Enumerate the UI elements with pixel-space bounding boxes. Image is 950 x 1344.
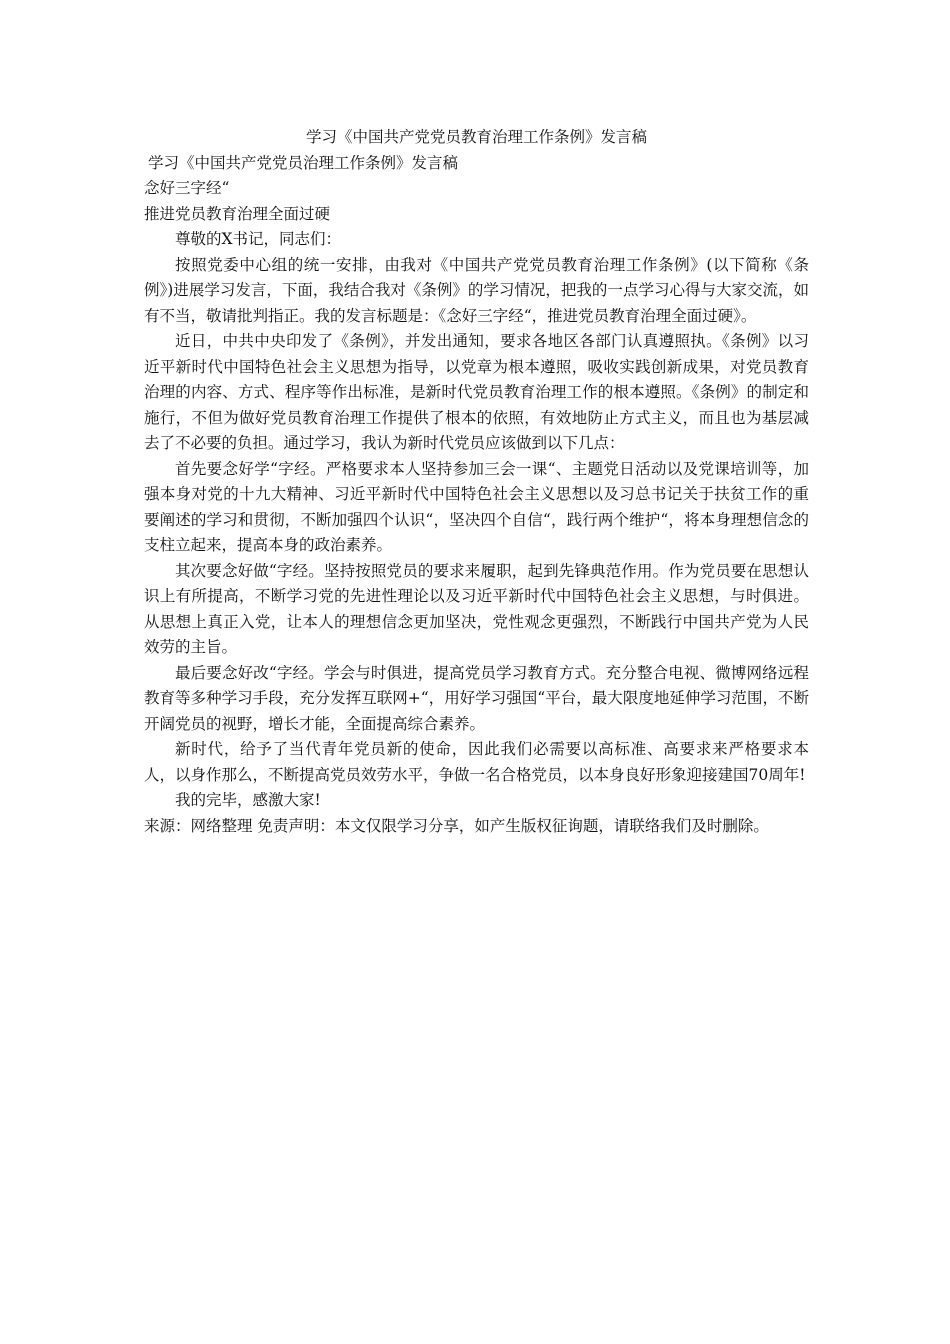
paragraph-conclusion: 新时代，给予了当代青年党员新的使命，因此我们必需要以高标准、高要求来严格要求本人，以身作那么，不断提高党员效劳水平，争做一名合格党员，以本身良好形象迎接建国70周年!	[144, 740, 809, 784]
document-subtitle: 学习《中国共产党党员治理工作条例》发言稿	[148, 153, 459, 172]
paragraph-closing: 我的完毕，感激大家!	[175, 791, 321, 809]
paragraph-intro: 按照党委中心组的统一安排，由我对《中国共产党党员教育治理工作条例》(以下简称《条例》)进展学习发言，下面，我结合我对《条例》的学习情况，把我的一点学习心得与大家交流，如有不当，敬请批判指正。我的发言标题是：《念好三字经“，推进党员教育治理全面过硬》。	[144, 255, 809, 325]
document-page	[144, 125, 809, 839]
heading-line-2: 推进党员教育治理全面过硬	[144, 204, 331, 223]
source-disclaimer: 来源：网络整理 免责声明：本文仅限学习分享，如产生版权征询题，请联络我们及时删除。	[144, 816, 769, 835]
paragraph-second-point: 其次要念好做“字经。坚持按照党员的要求来履职，起到先锋典范作用。作为党员要在思想认识上有所提高，不断学习党的先进性理论以及习近平新时代中国特色社会主义思想，与时俱进。从思想上真正入党，让本人的理想信念更加坚决，党性观念更强烈，不断践行中国共产党为人民效劳的主旨。	[144, 561, 809, 656]
paragraph-background: 近日，中共中央印发了《条例》，并发出通知，要求各地区各部门认真遵照执。《条例》以习近平新时代中国特色社会主义思想为指导，以党章为根本遵照，吸收实践创新成果，对党员教育治理的内容、方式、程序等作出标准，是新时代党员教育治理工作的根本遵照。《条例》的制定和施行，不但为做好党员教育治理工作提供了根本的依照，有效地防止方式主义，而且也为基层减去了不必要的负担。通过学习，我认为新时代党员应该做到以下几点：	[144, 332, 809, 452]
document-title: 学习《中国共产党党员教育治理工作条例》发言稿	[305, 128, 647, 146]
paragraph-first-point: 首先要念好学“字经。严格要求本人坚持参加三会一课“、主题党日活动以及党课培训等，加强本身对党的十九大精神、习近平新时代中国特色社会主义思想以及习总书记关于扶贫工作的重要阐述的学习和贯彻，不断加强四个认识“，坚决四个自信“，践行两个维护“，将本身理想信念的支柱立起来，提高本身的政治素养。	[144, 459, 809, 554]
heading-line-1: 念好三字经“	[144, 179, 230, 197]
paragraph-third-point: 最后要念好改“字经。学会与时俱进，提高党员学习教育方式。充分整合电视、微博网络远程教育等多种学习手段，充分发挥互联网+“，用好学习强国“平台，最大限度地延伸学习范围，不断开阔党员的视野，增长才能，全面提高综合素养。	[144, 663, 809, 733]
salutation: 尊敬的X书记，同志们：	[175, 230, 342, 248]
